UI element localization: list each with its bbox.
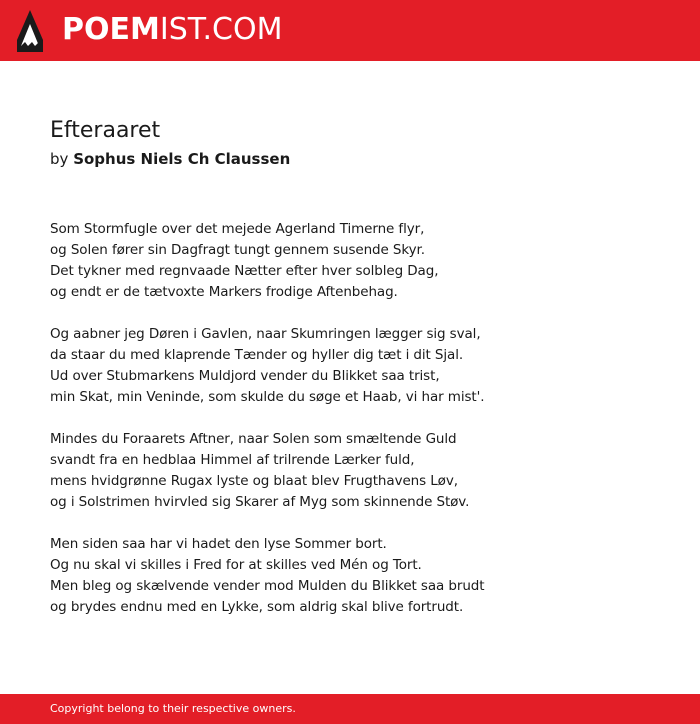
poem-line: og endt er de tætvoxte Markers frodige Aftenbehag. [50,284,398,300]
pencil-icon[interactable] [17,10,43,52]
poem-line: Men bleg og skælvende vender mod Mulden du Blikket saa brudt [50,578,485,594]
poem-line: Som Stormfugle over det mejede Agerland Timerne flyr, [50,221,425,237]
poem-line: Men siden saa har vi hadet den lyse Sommer bort. [50,536,387,552]
poem-line: mens hvidgrønne Rugax lyste og blaat blev Frugthavens Løv, [50,473,458,489]
poem-line: Og aabner jeg Døren i Gavlen, naar Skumringen lægger sig sval, [50,326,481,342]
byline-prefix: by [50,150,69,168]
site-header [0,0,700,61]
stanza-1 [50,219,670,303]
poem-line: Og nu skal vi skilles i Fred for at skilles ved Mén og Tort. [50,557,422,573]
author-name: Sophus Niels Ch Claussen [73,150,291,168]
poem-line: og i Solstrimen hvirvled sig Skarer af Myg som skinnende Støv. [50,494,470,510]
logo-light-text: IST.COM [159,12,283,47]
poem-title: Efteraaret [50,118,161,143]
stanza-4 [50,534,670,618]
poem-line: Ud over Stubmarkens Muldjord vender du Blikket saa trist, [50,368,440,384]
poem-line: min Skat, min Veninde, som skulde du søge et Haab, vi har mist'. [50,389,485,405]
poem-line: Mindes du Foraarets Aftner, naar Solen som smæltende Guld [50,431,457,447]
byline [50,149,290,169]
stanza-2 [50,324,670,408]
logo-bold-text: POEM [62,12,160,47]
site-logo[interactable] [62,12,282,48]
poem-line: svandt fra en hedblaa Himmel af trilrende Lærker fuld, [50,452,415,468]
poem-line: da staar du med klaprende Tænder og hyller dig tæt i dit Sjal. [50,347,464,363]
site-footer [0,694,700,724]
poem-line: Det tykner med regnvaade Nætter efter hver solbleg Dag, [50,263,439,279]
stanza-3 [50,429,670,513]
poem-line: og brydes endnu med en Lykke, som aldrig skal blive fortrudt. [50,599,464,615]
copyright-notice: Copyright belong to their respective owners. [50,702,296,715]
poem-body [50,219,670,639]
poem-line: og Solen fører sin Dagfragt tungt gennem susende Skyr. [50,242,425,258]
